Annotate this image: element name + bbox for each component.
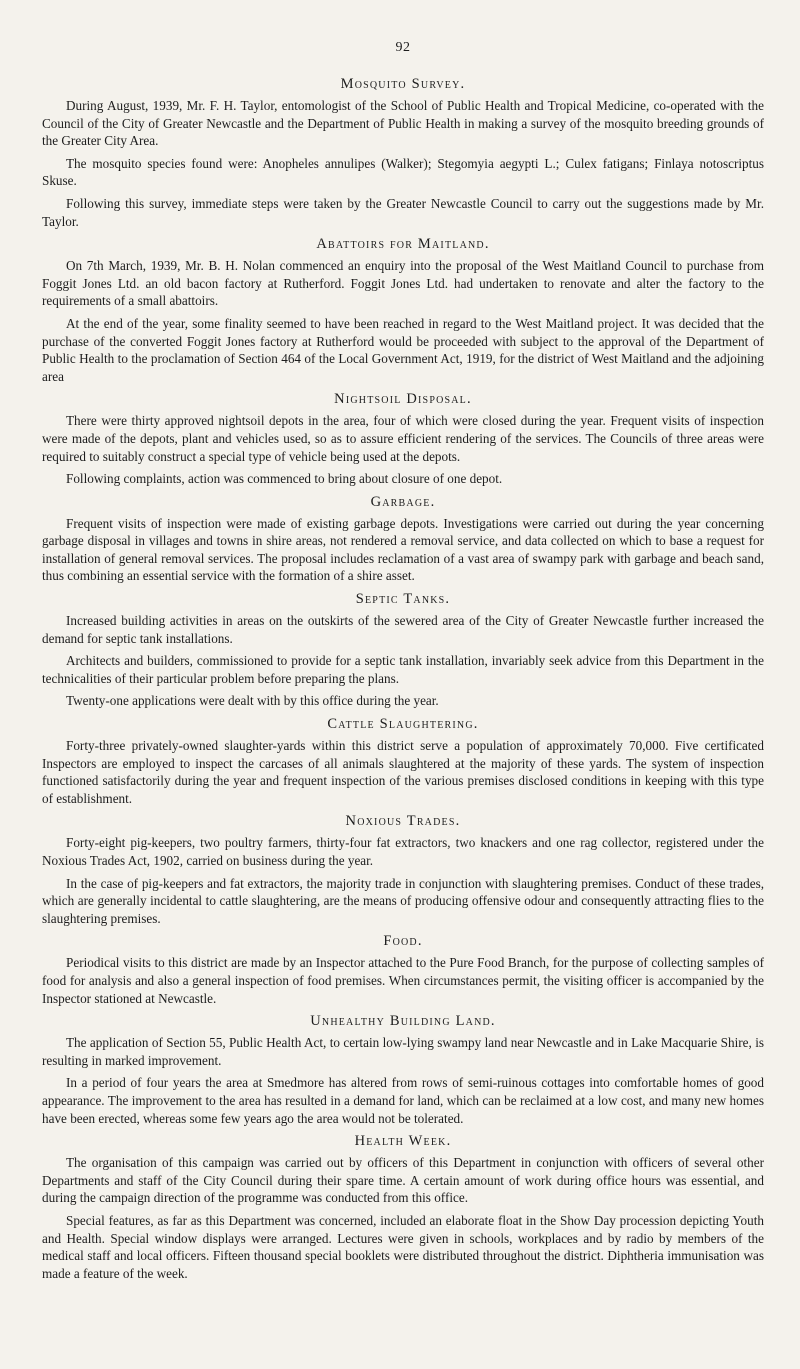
section-heading: Food. (383, 933, 423, 950)
section-heading: Noxious Trades. (345, 813, 461, 830)
paragraph: Special features, as far as this Department was concerned, included an elaborate float in the Show Day procession depicting Youth and Health. Special window displays were arranged. Lectures were given in schools, workplaces and by radio by members of the medical staff and local officers. Fifteen thousand special booklets were distributed throughout the district. Diphtheria immunisation was made a feature of the week. (42, 1212, 764, 1281)
section (42, 591, 764, 710)
paragraph: The organisation of this campaign was carried out by officers of this Department in conjunction with officers of several other Departments and staff of the City Council during their spare time. A certain amount of work during office hours was essential, and during the campaign direction of the programme was conducted from this office. (42, 1155, 764, 1206)
paragraph: Frequent visits of inspection were made of existing garbage depots. Investigations were carried out during the year concerning garbage disposal in villages and towns in shire areas, not rendered a removal service, and data collected on which to base a request for installation of general removal services. The proposal includes reclamation of a vast area of swampy park with garbage and beach sand, thus combining an essential service with the formation of a shire asset. (42, 515, 764, 584)
section (42, 236, 764, 385)
paragraph: At the end of the year, some finality seemed to have been reached in regard to the West Maitland project. It was decided that the purchase of the converted Foggit Jones factory at Rutherford would be proceeded with subject to the approval of the Department of Public Health to the proclamation of Section 464 of the Local Government Act, 1919, for the district of West Maitland and the adjoining area (42, 315, 764, 384)
section (42, 933, 764, 1007)
paragraph: Twenty-one applications were dealt with by this office during the year. (66, 693, 439, 709)
section-heading: Unhealthy Building Land. (310, 1013, 496, 1030)
section (42, 494, 764, 585)
section-heading: Health Week. (354, 1133, 452, 1150)
paragraph: Increased building activities in areas on the outskirts of the sewered area of the City of Greater Newcastle further increased the demand for septic tank installations. (42, 613, 764, 646)
section (42, 1133, 764, 1282)
paragraph: In a period of four years the area at Smedmore has altered from rows of semi-ruinous cottages into comfortable homes of good appearance. The improvement to the area has resulted in a demand for land, which can be reclaimed at a low cost, and many new homes have been erected, whereas some few years ago the area would not be tolerated. (42, 1075, 764, 1126)
paragraph: On 7th March, 1939, Mr. B. H. Nolan commenced an enquiry into the proposal of the West Maitland Council to purchase from Foggit Jones Ltd. an old bacon factory at Rutherford. Foggit Jones Ltd. had undertaken to renovate and alter the factory to the requirements of a small abattoirs. (42, 258, 764, 309)
section (42, 813, 764, 927)
paragraph: The mosquito species found were: Anopheles annulipes (Walker); Stegomyia aegypti L.; Culex fatigans; Finlaya notoscriptus Skuse. (42, 155, 764, 189)
section (42, 1013, 764, 1127)
paragraph: The application of Section 55, Public Health Act, to certain low-lying swampy land near Newcastle and in Lake Macquarie Shire, is resulting in marked improvement. (42, 1035, 764, 1068)
section-heading: Cattle Slaughtering. (327, 716, 479, 733)
section-heading: Mosquito Survey. (340, 76, 466, 92)
section (42, 76, 764, 230)
section-heading: Garbage. (370, 493, 436, 510)
paragraph: In the case of pig-keepers and fat extractors, the majority trade in conjunction with slaughtering premises. Conduct of these trades, which are generally incidental to cattle slaughtering, are the means of producing offensive odour and consequently attracting flies to the slaughtering premises. (42, 875, 764, 926)
paragraph: Following complaints, action was commenced to bring about closure of one depot. (66, 471, 503, 487)
section (42, 716, 764, 807)
paragraph: Architects and builders, commissioned to provide for a septic tank installation, invariably seek advice from this Department in the technicalities of their particular problem before preparing the plans. (42, 653, 764, 686)
paragraph: Forty-eight pig-keepers, two poultry farmers, thirty-four fat extractors, two knackers and one rag collector, registered under the Noxious Trades Act, 1902, carried on business during the year. (42, 835, 764, 868)
section-heading: Septic Tanks. (355, 591, 451, 608)
section (42, 391, 764, 487)
paragraph: There were thirty approved nightsoil depots in the area, four of which were closed during the year. Frequent visits of inspection were made of the depots, plant and vehicles used, so as to assure efficient rendering of the services. The Councils of three areas were required to suitably construct a special type of vehicle being used at the depots. (42, 413, 764, 464)
paragraph: Periodical visits to this district are made by an Inspector attached to the Pure Food Branch, for the purpose of collecting samples of food for analysis and also a general inspection of food premises. When circumstances permit, the visiting officer is accompanied by the Inspector stationed at Newcastle. (42, 955, 764, 1006)
paragraph: Following this survey, immediate steps were taken by the Greater Newcastle Council to carry out the suggestions made by Mr. Taylor. (42, 195, 764, 229)
document-body (42, 76, 764, 1282)
page-number: 92 (395, 40, 411, 55)
paragraph: During August, 1939, Mr. F. H. Taylor, entomologist of the School of Public Health and Tropical Medicine, co-operated with the Council of the City of Greater Newcastle and the Department of Public Health in making a survey of the mosquito breeding grounds of the Greater City Area. (42, 98, 764, 149)
section-heading: Abattoirs for Maitland. (316, 236, 490, 253)
paragraph: Forty-three privately-owned slaughter-yards within this district serve a population of approximately 70,000. Five certificated Inspectors are employed to inspect the carcases of all animals slaughtered at the majority of these yards. The system of inspection functioned satisfactorily during the year and frequent inspection of the various premises disclosed conditions in keeping with this type of establishment. (42, 738, 764, 806)
section-heading: Nightsoil Disposal. (334, 391, 472, 408)
